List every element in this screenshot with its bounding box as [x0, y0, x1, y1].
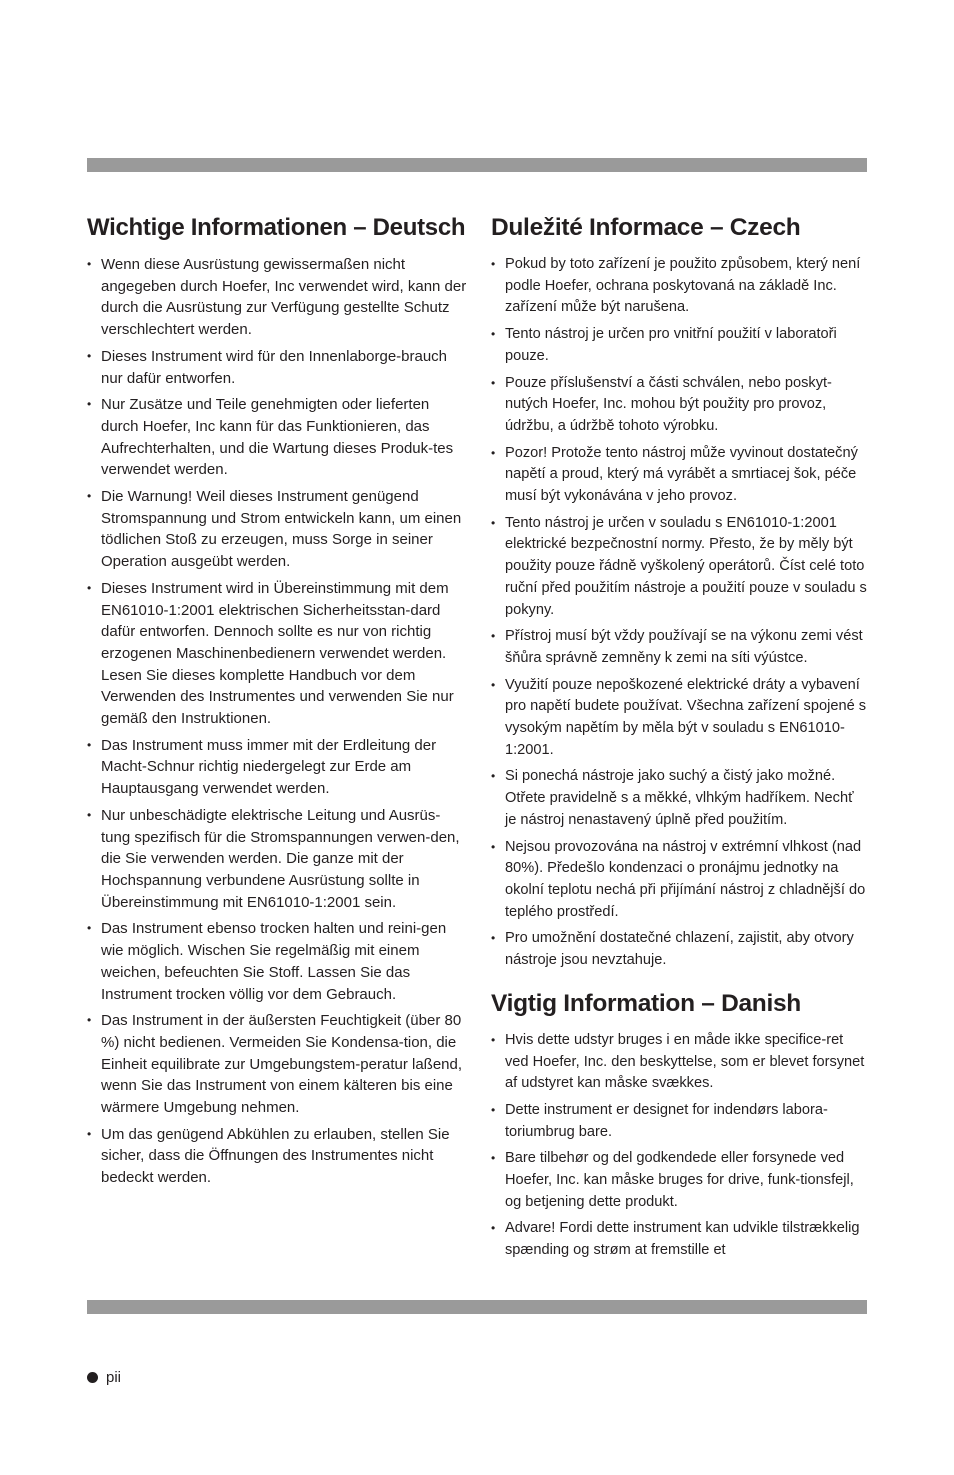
- list-item: [491, 513, 867, 622]
- bullet-icon: •: [491, 515, 496, 530]
- list-item: [87, 735, 467, 800]
- list-item: [87, 254, 467, 341]
- bullet-icon: •: [491, 931, 496, 946]
- bullet-icon: •: [87, 397, 92, 412]
- page-number: pii: [106, 1369, 122, 1386]
- list-item-text: Dieses Instrument wird für den Innenlaborge-brauch nur dafür entworfen.: [101, 347, 448, 387]
- danish-heading: Vigtig Information – Danish: [491, 989, 801, 1017]
- list-item: [491, 837, 867, 924]
- bullet-icon: •: [491, 1221, 496, 1236]
- list-item-text: Pozor! Protože tento nástroj může vyvinout dostatečný napětí a proud, který má vyrábět a smrtiacej šok, péče musí být vykonávána v jeho provoz.: [505, 444, 858, 505]
- top-rule: [87, 158, 867, 172]
- list-item: [491, 1148, 867, 1213]
- bullet-icon: •: [87, 1126, 92, 1141]
- list-item-text: Dieses Instrument wird in Übereinstimmung mit dem EN61010-1:2001 elektrischen Sicherheitsstan-dard dafür entworfen. Dennoch sollte es nur von richtig erzogenen Maschinenbedienern verwendet werden. Lesen Sie dieses komplette Handbuch vor dem Verwenden des Instrumentes und verwenden Sie nur gemäß den Instruktionen.: [101, 579, 454, 728]
- list-item: [491, 766, 867, 831]
- list-item: [87, 805, 467, 914]
- bullet-icon: •: [491, 769, 496, 784]
- list-item-text: Das Instrument muss immer mit der Erdleitung der Macht-Schnur richtig niedergelegt zur Erde am Hauptausgang verwendet werden.: [101, 736, 437, 798]
- list-item: [87, 578, 467, 730]
- bullet-icon: •: [491, 375, 496, 390]
- list-item-text: Die Warnung! Weil dieses Instrument genügend Stromspannung und Strom entwickeln kann, um einen tödlichen Stoß zu erzeugen, muss Sorge in seiner Operation ausgeübt werden.: [101, 488, 462, 571]
- german-list: [87, 254, 467, 1189]
- bullet-icon: •: [491, 1151, 496, 1166]
- bullet-icon: •: [87, 807, 92, 822]
- list-item: [491, 675, 867, 762]
- list-item-text: Bare tilbehør og del godkendede eller forsynede ved Hoefer, Inc. kan måske bruges for drive, funk-tionsfejl, og betjening dette produkt.: [505, 1150, 854, 1210]
- list-item-text: Wenn diese Ausrüstung gewissermaßen nicht angegeben durch Hoefer, Inc verwendet wird, kann der durch die Ausrüstung zur Verfügung gestellte Schutz verschlechtert werden.: [101, 256, 467, 339]
- list-item: [491, 1218, 867, 1261]
- list-item: [491, 626, 867, 669]
- list-item-text: Tento nástroj je určen v souladu s EN61010-1:2001 elektrické bezpečnostní normy. Přesto, že by měly být použity pouze řádně vyškolený operátorů. Číst celé toto ruční před použitím nástroje a použití pouze v souladu s pokyny.: [505, 514, 867, 618]
- list-item-text: Um das genügend Abkühlen zu erlauben, stellen Sie sicher, dass die Öffnungen des Instrumentes nicht bedeckt werden.: [101, 1125, 450, 1187]
- list-item-text: Dette instrument er designet for indendørs labora-toriumbrug bare.: [505, 1101, 828, 1140]
- list-item-text: Pouze příslušenství a části schválen, nebo poskyt-nutých Hoefer, Inc. mohou být použity pro provoz, údržbu, a údržbě tohoto výrobku.: [505, 374, 832, 434]
- german-heading: Wichtige Informationen – Deutsch: [87, 214, 466, 241]
- bullet-icon: •: [491, 257, 496, 271]
- bullet-icon: •: [491, 1032, 496, 1047]
- bullet-icon: •: [87, 489, 92, 504]
- list-item-text: Si ponechá nástroje jako suchý a čistý jako možné. Otřete pravidelně s a měkké, vlhkým hadříkem. Nechť je nástroj nenastavený úplně před použitím.: [505, 768, 854, 828]
- list-item: [491, 928, 867, 971]
- list-item-text: Pokud by toto zařízení je použito způsobem, který není podle Hoefer, ochrana poskytovaná na základě Inc. zařízení může být narušena.: [505, 256, 861, 316]
- list-item-text: Hvis dette udstyr bruges i en måde ikke specifice-ret ved Hoefer, Inc. den beskyttelse, som er blevet forsynet af udstyret kan måske svækkes.: [505, 1031, 865, 1092]
- bullet-icon: •: [491, 1102, 496, 1117]
- list-item-text: Das Instrument ebenso trocken halten und reini-gen wie möglich. Wischen Sie regelmäßig mit einem weichen, befeuchten Sie Stoff. Lassen Sie das Instrument trocken völlig vor dem Gebrauch.: [101, 920, 447, 1003]
- list-item: [491, 443, 867, 508]
- bullet-icon: •: [491, 629, 496, 644]
- list-item-text: Advare! Fordi dette instrument kan udvikle tilstrækkelig spænding og strøm at fremstille et: [505, 1220, 860, 1259]
- german-column: [87, 212, 467, 1194]
- list-item-text: Tento nástroj je určen pro vnitřní použití v laboratoři pouze.: [505, 326, 837, 364]
- danish-list: [491, 1030, 867, 1262]
- list-item: [87, 1010, 467, 1119]
- bottom-rule: [87, 1300, 867, 1314]
- list-item: [87, 394, 467, 481]
- list-item-text: Přístroj musí být vždy používají se na výkonu zemi vést šňůra správně zemněny k zemi na síti výústce.: [505, 628, 863, 666]
- list-item-text: Nur unbeschädigte elektrische Leitung und Ausrüs-tung spezifisch für die Stromspannungen verwen-den, die Sie verwenden werden. Die ganze mit der Hochspannung verbundene Ausrüstung sollte in Übereinstimmung mit EN61010-1:2001 sein.: [101, 806, 460, 911]
- list-item-text: Das Instrument in der äußersten Feuchtigkeit (über 80 %) nicht bedienen. Vermeiden Sie Kondensa-tion, die Einheit equilibrate zur Umgebungstem-peratur laßend, wenn Sie das Instrument von einem kälteren bis eine wärmere Umgebung nehmen.: [101, 1012, 463, 1117]
- list-item-text: Pro umožnění dostatečné chlazení, zajistit, aby otvory nástroje jsou nevztahuje.: [505, 930, 854, 969]
- bullet-icon: •: [87, 580, 92, 595]
- list-item: [491, 373, 867, 438]
- list-item: [491, 1100, 867, 1143]
- list-item: [87, 1124, 467, 1189]
- czech-list: [491, 254, 867, 972]
- bullet-icon: •: [87, 921, 92, 936]
- bullet-icon: •: [491, 677, 496, 692]
- bullet-icon: •: [87, 1013, 92, 1028]
- list-item: [87, 346, 467, 389]
- right-column: [491, 212, 867, 1267]
- bullet-icon: •: [87, 257, 92, 271]
- list-item: [491, 324, 867, 367]
- czech-heading: Duležité Informace – Czech: [491, 214, 801, 241]
- bullet-icon: •: [87, 737, 92, 752]
- list-item: [491, 1030, 867, 1095]
- list-item: [491, 254, 867, 319]
- list-item-text: Využití pouze nepoškozené elektrické dráty a vybavení pro napětí budete používat. Všechna zařízení spojené s vysokým napětím by měla být v souladu s EN61010-1:2001.: [505, 676, 867, 758]
- list-item-text: Nur Zusätze und Teile genehmigten oder lieferten durch Hoefer, Inc kann für das Funktionieren, das Aufrechterhalten, und die Wartung dieses Produk-tes verwendet werden.: [101, 396, 454, 479]
- list-item: [87, 486, 467, 573]
- bullet-icon: •: [491, 839, 496, 854]
- bullet-icon: •: [491, 327, 496, 342]
- list-item: [87, 918, 467, 1005]
- bullet-icon: [87, 1372, 98, 1383]
- bullet-icon: •: [87, 348, 92, 363]
- page-footer: [87, 1367, 121, 1389]
- list-item-text: Nejsou provozována na nástroj v extrémní vlhkost (nad 80%). Předešlo kondenzaci o pronájmu jednotky na okolní teplotu nechá při přijímání nástroj z chladnější do teplého prostředí.: [505, 838, 866, 920]
- bullet-icon: •: [491, 445, 496, 460]
